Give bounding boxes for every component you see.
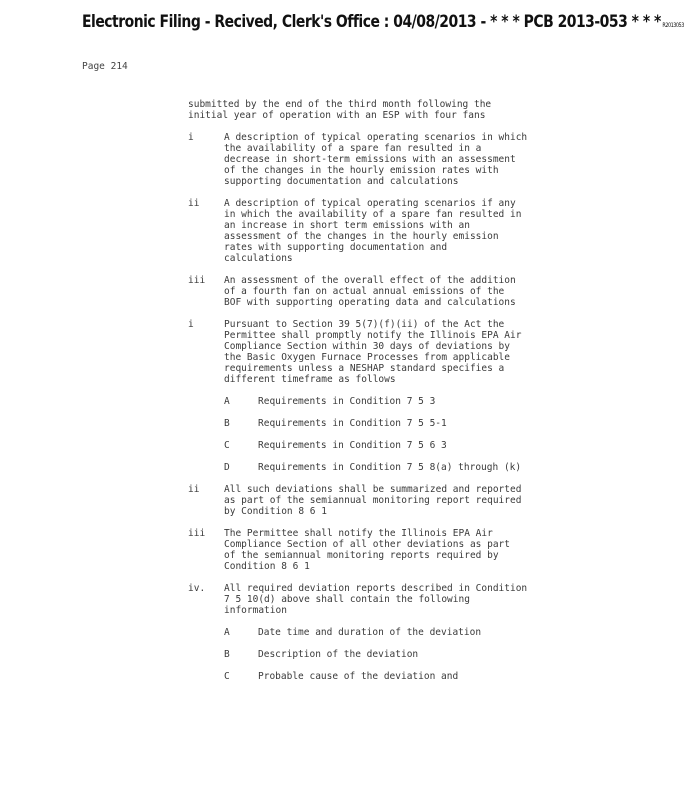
sub-item-text: Description of the deviation bbox=[258, 649, 419, 660]
item-number: i bbox=[188, 132, 194, 143]
item-number: ii bbox=[188, 484, 200, 495]
intro-paragraph: submitted by the end of the third month following the initial year of operation with an ESP with four fans bbox=[188, 99, 492, 121]
sub-item-letter: D bbox=[224, 462, 230, 473]
sub-item-letter: A bbox=[224, 627, 230, 638]
item-number: iii bbox=[188, 528, 206, 539]
item-number: ii bbox=[188, 198, 200, 209]
list-item bbox=[188, 275, 543, 308]
filing-stamp bbox=[82, 12, 684, 32]
sub-item-text: Requirements in Condition 7 5 3 bbox=[258, 396, 436, 407]
sub-list-item bbox=[188, 418, 543, 429]
sub-item-letter: C bbox=[224, 440, 230, 451]
item-text: A description of typical operating scenarios in which the availability of a spare fan resulted in a decrease in short-term emissions with an assessment of the changes in the hourly emission rates with supporting documentation and calculations bbox=[224, 132, 528, 187]
list-item bbox=[188, 198, 543, 264]
item-number: i bbox=[188, 319, 194, 330]
page-number: Page 214 bbox=[82, 61, 128, 72]
list-item bbox=[188, 528, 543, 572]
document-body bbox=[188, 99, 543, 693]
sub-list-item bbox=[188, 462, 543, 473]
list-item bbox=[188, 132, 543, 187]
item-number: iii bbox=[188, 275, 206, 286]
list-item bbox=[188, 319, 543, 385]
item-text: Pursuant to Section 39 5(7)(f)(ii) of the Act the Permittee shall promptly notify the Illinois EPA Air Compliance Section within 30 days of deviations by the Basic Oxygen Furnace Processes from applicable requirements unless a NESHAP standard specifies a different timeframe as follows bbox=[224, 319, 522, 385]
sub-item-letter: A bbox=[224, 396, 230, 407]
sub-item-text: Requirements in Condition 7 5 6 3 bbox=[258, 440, 447, 451]
item-text: A description of typical operating scenarios if any in which the availability of a spare fan resulted in an increase in short term emissions with an assessment of the changes in the hourly emission rates with supporting documentation and calculations bbox=[224, 198, 522, 264]
sub-list-item bbox=[188, 440, 543, 451]
sub-list-item bbox=[188, 649, 543, 660]
filing-stamp-code: R2013053 bbox=[662, 22, 684, 29]
sub-item-letter: B bbox=[224, 649, 230, 660]
filing-stamp-text: Electronic Filing - Recived, Clerk's Office : 04/08/2013 - * * * PCB 2013-053 * * * bbox=[82, 12, 661, 32]
sub-item-text: Requirements in Condition 7 5 8(a) through (k) bbox=[258, 462, 522, 473]
sub-list-item bbox=[188, 627, 543, 638]
item-number: iv. bbox=[188, 583, 206, 594]
sub-list-item bbox=[188, 671, 543, 682]
sub-item-text: Requirements in Condition 7 5 5-1 bbox=[258, 418, 447, 429]
item-text: The Permittee shall notify the Illinois EPA Air Compliance Section of all other deviations as part of the semiannual monitoring reports required by Condition 8 6 1 bbox=[224, 528, 510, 572]
list-item bbox=[188, 484, 543, 517]
sub-list-item bbox=[188, 396, 543, 407]
sub-item-letter: C bbox=[224, 671, 230, 682]
item-text: An assessment of the overall effect of the addition of a fourth fan on actual annual emissions of the BOF with supporting operating data and calculations bbox=[224, 275, 516, 308]
item-text: All such deviations shall be summarized and reported as part of the semiannual monitoring report required by Condition 8 6 1 bbox=[224, 484, 522, 517]
sub-item-text: Probable cause of the deviation and bbox=[258, 671, 459, 682]
list-item bbox=[188, 583, 543, 616]
item-text: All required deviation reports described in Condition 7 5 10(d) above shall contain the following information bbox=[224, 583, 528, 616]
sub-item-text: Date time and duration of the deviation bbox=[258, 627, 482, 638]
sub-item-letter: B bbox=[224, 418, 230, 429]
